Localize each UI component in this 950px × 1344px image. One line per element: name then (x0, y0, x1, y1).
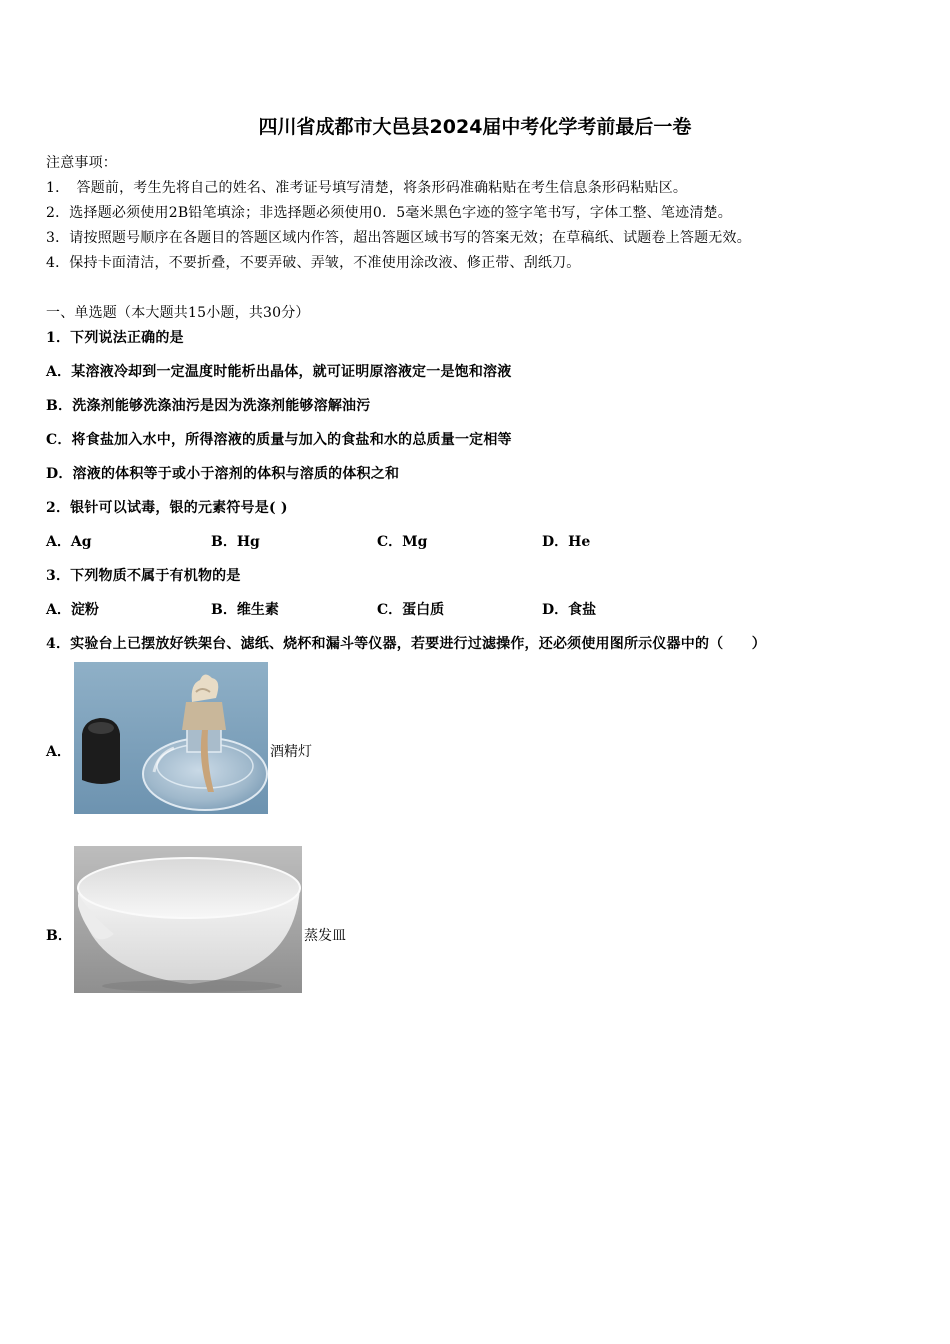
image-caption: 蒸发皿 (304, 928, 346, 944)
question-stem: 1．下列说法正确的是 (46, 330, 184, 346)
option-letter: B． (46, 928, 72, 944)
section-heading: 一、单选题（本大题共15小题，共30分） (46, 305, 310, 321)
answer-option: C．蛋白质 (377, 602, 445, 618)
answer-option: C．将食盐加入水中，所得溶液的质量与加入的食盐和水的总质量一定相等 (46, 432, 512, 448)
question-stem: 3．下列物质不属于有机物的是 (46, 568, 241, 584)
page-title: 四川省成都市大邑县2024届中考化学考前最后一卷 (258, 116, 692, 138)
option-letter: A． (46, 744, 71, 760)
notice-item: 2．选择题必须使用2B铅笔填涂；非选择题必须使用0．5毫米黑色字迹的签字笔书写，字体工整、笔迹清楚。 (46, 205, 732, 221)
alcohol-lamp-image (74, 662, 268, 814)
question-stem: 2．银针可以试毒，银的元素符号是( ) (46, 500, 288, 516)
answer-option: A．淀粉 (46, 602, 99, 618)
answer-option: D．He (542, 534, 591, 550)
notice-item: 1． 答题前，考生先将自己的姓名、准考证号填写清楚，将条形码准确粘贴在考生信息条形码粘贴区。 (46, 180, 688, 196)
answer-option: A．Ag (46, 534, 92, 550)
answer-option: B．洗涤剂能够洗涤油污是因为洗涤剂能够溶解油污 (46, 398, 371, 414)
answer-option: B．Hg (211, 534, 260, 550)
answer-option: B．维生素 (211, 602, 279, 618)
notice-item: 4．保持卡面清洁，不要折叠，不要弄破、弄皱，不准使用涂改液、修正带、刮纸刀。 (46, 255, 581, 271)
question-stem: 4．实验台上已摆放好铁架台、滤纸、烧杯和漏斗等仪器，若要进行过滤操作，还必须使用图所示仪器中的（ ） (46, 636, 766, 652)
answer-option: D．食盐 (542, 602, 597, 618)
image-caption: 酒精灯 (270, 744, 312, 760)
notice-heading: 注意事项： (46, 155, 117, 171)
notice-item: 3．请按照题号顺序在各题目的答题区域内作答，超出答题区域书写的答案无效；在草稿纸、试题卷上答题无效。 (46, 230, 751, 246)
answer-option: C．Mg (377, 534, 428, 550)
evaporating-dish-image (74, 846, 302, 993)
answer-option: D．溶液的体积等于或小于溶剂的体积与溶质的体积之和 (46, 466, 400, 482)
answer-option: A．某溶液冷却到一定温度时能析出晶体，就可证明原溶液定一是饱和溶液 (46, 364, 512, 380)
